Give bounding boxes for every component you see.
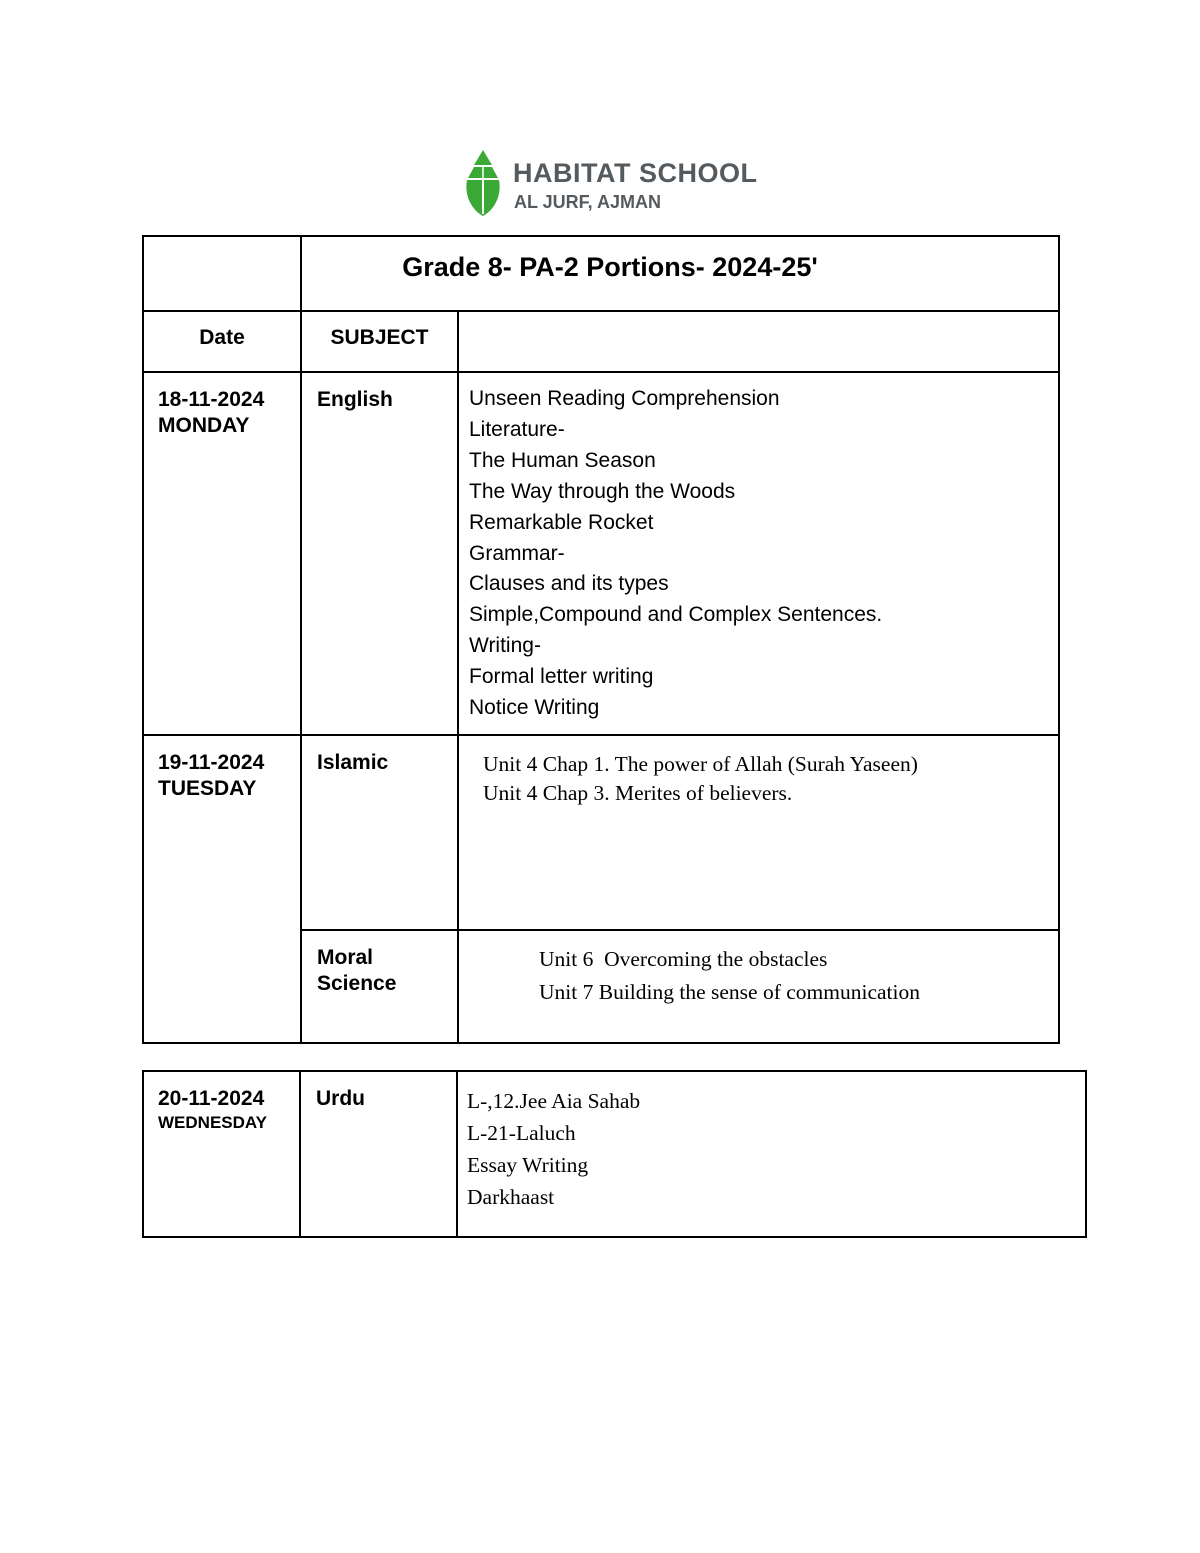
exam-date: 20-11-2024 [158, 1087, 265, 1110]
portions-urdu [457, 1071, 1086, 1237]
date-cell [143, 735, 301, 1043]
list-item: Unit 7 Building the sense of communication [539, 980, 920, 1004]
pencil-leaf-icon [462, 148, 504, 218]
list-item: Darkhaast [467, 1185, 555, 1209]
portions-moral-science [458, 930, 1059, 1043]
list-item: Formal letter writing [469, 665, 654, 689]
subject-moral-science [301, 930, 458, 1043]
list-item: Unseen Reading Comprehension [469, 387, 780, 410]
list-item: Grammar- [469, 541, 565, 565]
table-row [143, 372, 1059, 735]
table-row [143, 735, 1059, 930]
exam-date: 19-11-2024 [158, 751, 265, 774]
date-cell [143, 1071, 300, 1237]
list-item: L-,12.Jee Aia Sahab [467, 1089, 641, 1113]
portions-english [458, 372, 1059, 735]
page-title: Grade 8- PA-2 Portions- 2024-25' [301, 236, 1059, 311]
list-item: Notice Writing [469, 696, 600, 720]
list-item: Writing- [469, 634, 541, 658]
exam-date: 18-11-2024 [158, 388, 265, 411]
date-column-header: Date [143, 311, 301, 372]
list-item: The Human Season [469, 448, 656, 472]
column-header-row [143, 311, 1059, 372]
table-row [143, 1071, 1086, 1237]
portions-table [142, 235, 1060, 1044]
title-row [143, 236, 1059, 311]
subject-urdu: Urdu [300, 1071, 457, 1237]
list-item: Literature- [469, 417, 565, 441]
list-item: Essay Writing [467, 1153, 589, 1177]
list-item: Unit 6 Overcoming the obstacles [539, 947, 828, 971]
subject-column-header: SUBJECT [301, 311, 458, 372]
list-item: Unit 4 Chap 1. The power of Allah (Surah Yaseen) [483, 752, 918, 776]
school-location: AL JURF, AJMAN [514, 192, 662, 212]
list-item: Clauses and its types [469, 572, 669, 596]
portions-column-header [458, 311, 1059, 372]
school-logo [462, 148, 758, 220]
date-cell [143, 372, 301, 735]
school-name: HABITAT SCHOOL [513, 158, 758, 188]
portions-islamic [458, 735, 1059, 930]
exam-day: TUESDAY [158, 777, 257, 800]
list-item: Remarkable Rocket [469, 510, 654, 534]
list-item: L-21-Laluch [467, 1121, 576, 1145]
exam-day: MONDAY [158, 414, 250, 437]
list-item: Unit 4 Chap 3. Merites of believers. [483, 781, 793, 805]
list-item: Simple,Compound and Complex Sentences. [469, 603, 883, 627]
portions-table-continued [142, 1070, 1087, 1238]
subject-english: English [301, 372, 458, 735]
subject-label: Moral Science [317, 946, 397, 995]
empty-header-cell [143, 236, 301, 311]
list-item: The Way through the Woods [469, 479, 736, 503]
subject-islamic: Islamic [301, 735, 458, 930]
exam-day: WEDNESDAY [158, 1113, 267, 1132]
